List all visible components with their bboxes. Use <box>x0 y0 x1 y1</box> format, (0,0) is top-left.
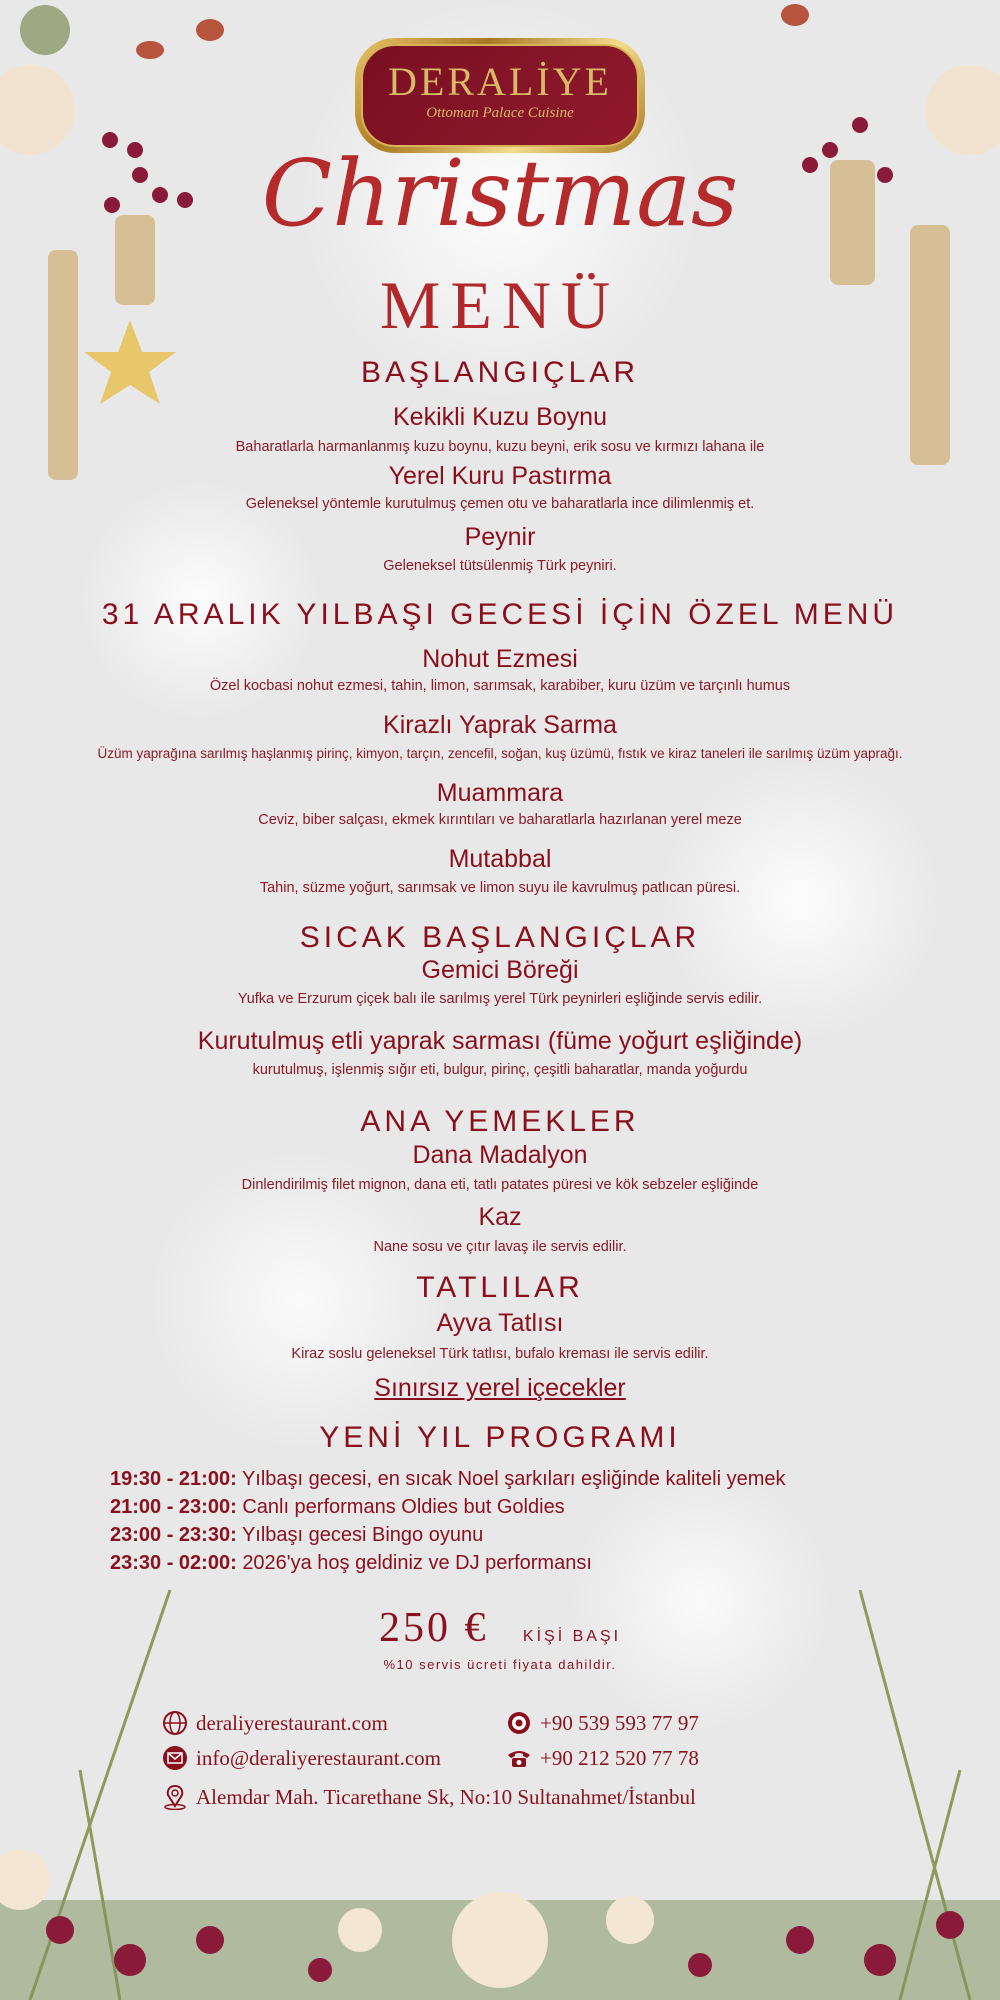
menu-item-desc: Özel kocbasi nohut ezmesi, tahin, limon, sarımsak, karabiber, kuru üzüm ve tarçınlı humus <box>209 678 791 694</box>
location-pin-icon <box>162 1784 188 1810</box>
restaurant-logo <box>355 38 645 153</box>
price-amount: 250 € <box>378 1605 489 1651</box>
menu-item-desc: Geleneksel yöntemle kurutulmuş çemen otu ve baharatlarla ince dilimlenmiş et. <box>245 496 755 512</box>
menu-item-desc: Üzüm yaprağına sarılmış haşlanmış pirinç, kimyon, tarçın, zencefil, soğan, kuş üzümü, fıstık ve kiraz taneleri ile sarılmış üzüm yaprağı. <box>97 746 903 761</box>
menu-item-name: Ayva Tatlısı <box>436 1309 564 1337</box>
globe-icon <box>162 1710 188 1736</box>
menu-item-desc: kurutulmuş, işlenmiş sığır eti, bulgur, pirinç, çeşitli baharatlar, manda yoğurdu <box>252 1062 748 1078</box>
menu-item-name: Nohut Ezmesi <box>422 645 578 673</box>
menu-item-name: Kirazlı Yaprak Sarma <box>383 711 617 739</box>
contact-address <box>162 1784 696 1810</box>
whatsapp-number[interactable]: +90 539 593 77 97 <box>540 1710 699 1735</box>
contact-email[interactable] <box>162 1745 441 1771</box>
price-unit: KİŞİ BAŞI <box>522 1628 622 1645</box>
price-block <box>0 1604 1000 1652</box>
program-row <box>110 1496 565 1519</box>
telephone-icon <box>506 1745 532 1771</box>
menu-item-name: Gemici Böreği <box>421 956 579 984</box>
email-text[interactable]: info@deraliyerestaurant.com <box>196 1745 441 1770</box>
website-text[interactable]: deraliyerestaurant.com <box>196 1710 388 1735</box>
logo-name: DERALİYE <box>388 59 612 104</box>
menu-item-name: Kurutulmuş etli yaprak sarması (füme yoğurt eşliğinde) <box>197 1027 803 1055</box>
address-text: Alemdar Mah. Ticarethane Sk, No:10 Sultanahmet/İstanbul <box>196 1784 696 1809</box>
menu-item-desc: Baharatlarla harmanlanmış kuzu boynu, kuzu beyni, erik sosu ve kırmızı lahana ile <box>235 439 765 455</box>
program-row <box>110 1552 592 1575</box>
menu-item-name: Muammara <box>436 779 564 807</box>
menu-item-desc: Nane sosu ve çıtır lavaş ile servis edilir. <box>373 1239 627 1255</box>
section-title-mains: ANA YEMEKLER <box>360 1105 640 1138</box>
program-text: 2026'ya hoş geldiniz ve DJ performansı <box>242 1552 592 1574</box>
menu-item-desc: Ceviz, biber salçası, ekmek kırıntıları ve baharatlarla hazırlanan yerel meze <box>258 812 742 828</box>
menu-item-name: Yerel Kuru Pastırma <box>388 462 612 490</box>
menu-item-name: Peynir <box>464 523 536 551</box>
menu-item-name: Kaz <box>478 1203 522 1231</box>
whatsapp-icon <box>506 1710 532 1736</box>
menu-item-name: Mutabbal <box>448 845 552 873</box>
contact-whatsapp[interactable] <box>506 1710 699 1736</box>
program-time: 23:00 - 23:30: <box>110 1524 237 1546</box>
logo-subtitle: Ottoman Palace Cuisine <box>426 105 574 121</box>
section-title-program: YENİ YIL PROGRAMI <box>319 1421 681 1454</box>
menu-item-desc: Yufka ve Erzurum çiçek balı ile sarılmış yerel Türk peynirleri eşliğinde servis edilir. <box>237 991 763 1007</box>
email-icon <box>162 1745 188 1771</box>
program-time: 23:30 - 02:00: <box>110 1552 237 1574</box>
section-title-starters: BAŞLANGIÇLAR <box>360 356 640 389</box>
section-title-special: 31 ARALIK YILBAŞI GECESİ İÇİN ÖZEL MENÜ <box>101 598 899 631</box>
phone-number[interactable]: +90 212 520 77 78 <box>540 1745 699 1770</box>
contact-website[interactable] <box>162 1710 388 1736</box>
program-row <box>110 1524 483 1547</box>
menu-item-desc: Geleneksel tütsülenmiş Türk peyniri. <box>383 558 617 574</box>
title-script: Christmas <box>261 140 739 247</box>
menu-item-name: Dana Madalyon <box>412 1141 588 1169</box>
menu-item-desc: Dinlendirilmiş filet mignon, dana eti, tatlı patates püresi ve kök sebzeler eşliğinde <box>241 1177 759 1193</box>
section-title-desserts: TATLILAR <box>416 1271 584 1304</box>
contact-phone[interactable] <box>506 1745 699 1771</box>
menu-item-desc: Tahin, süzme yoğurt, sarımsak ve limon suyu ile kavrulmuş patlıcan püresi. <box>259 880 741 896</box>
section-title-hot-starters: SICAK BAŞLANGIÇLAR <box>299 921 701 954</box>
program-text: Canlı performans Oldies but Goldies <box>242 1496 565 1518</box>
program-time: 19:30 - 21:00: <box>110 1468 237 1490</box>
title-menu: MENÜ <box>379 267 621 343</box>
service-fee-note: %10 servis ücreti fiyata dahildir. <box>383 1657 617 1672</box>
menu-item-desc: Kiraz soslu geleneksel Türk tatlısı, bufalo kreması ile servis edilir. <box>291 1346 709 1362</box>
unlimited-drinks-note: Sınırsız yerel içecekler <box>374 1374 626 1402</box>
program-time: 21:00 - 23:00: <box>110 1496 237 1518</box>
menu-item-name: Kekikli Kuzu Boynu <box>392 403 607 431</box>
program-row <box>110 1468 786 1491</box>
program-text: Yılbaşı gecesi, en sıcak Noel şarkıları eşliğinde kaliteli yemek <box>241 1468 786 1490</box>
program-text: Yılbaşı gecesi Bingo oyunu <box>241 1524 484 1546</box>
